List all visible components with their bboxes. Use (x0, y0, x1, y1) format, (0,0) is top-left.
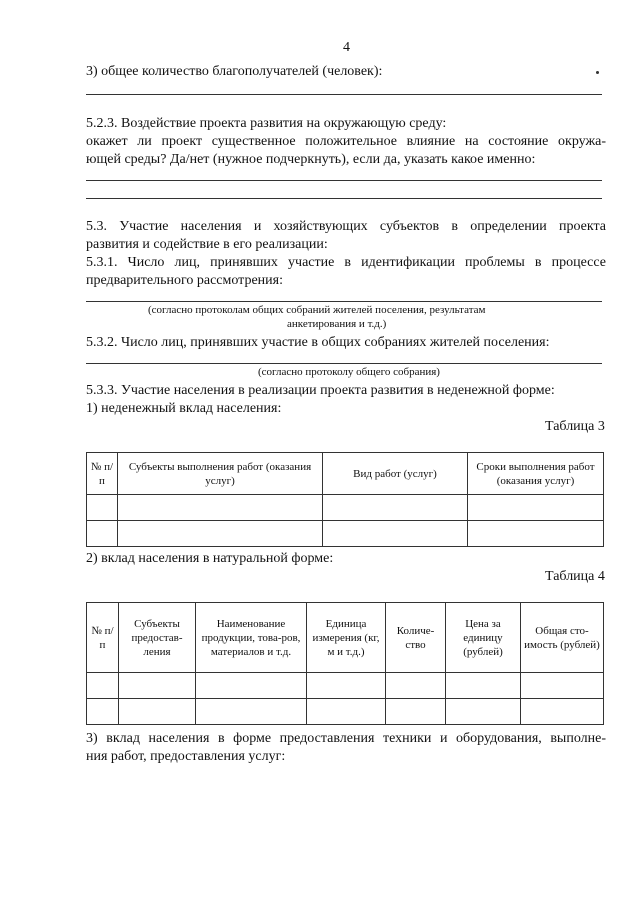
table-cell[interactable] (521, 699, 604, 725)
note531-line2: анкетирования и т.д.) (287, 318, 387, 330)
env-question-line1: окажет ли проект существенное положительное влияние на состояние окружа- (86, 134, 606, 149)
page-number: 4 (343, 40, 350, 55)
column-header: № п/п (87, 603, 119, 673)
table-row (87, 521, 604, 547)
answer-line (86, 198, 602, 199)
answer-line (86, 363, 602, 364)
table-cell[interactable] (307, 699, 386, 725)
table-cell[interactable] (119, 699, 196, 725)
answer-line (86, 301, 602, 302)
p532: 5.3.2. Число лиц, принявших участие в общих собраниях жителей поселения: (86, 335, 550, 350)
table-cell[interactable] (386, 673, 446, 699)
table-cell[interactable] (468, 521, 604, 547)
table3 (86, 452, 604, 547)
table4-caption: Таблица 4 (545, 569, 605, 584)
p531-line2: предварительного рассмотрения: (86, 273, 283, 288)
table-cell[interactable] (323, 495, 468, 521)
table3-caption: Таблица 3 (545, 419, 605, 434)
table-cell[interactable] (307, 673, 386, 699)
column-header: Единица измерения (кг, м и т.д.) (307, 603, 386, 673)
table-cell[interactable] (118, 495, 323, 521)
participation-heading-line2: развития и содействие в его реализации: (86, 237, 328, 252)
table-cell[interactable] (196, 673, 307, 699)
item3-line2: ния работ, предоставления услуг: (86, 749, 286, 764)
table-header-row (87, 453, 604, 495)
item1-label: 1) неденежный вклад населения: (86, 401, 282, 416)
column-header: Общая сто-имость (рублей) (521, 603, 604, 673)
note532: (согласно протоколу общего собрания) (258, 366, 440, 378)
table-cell[interactable] (521, 673, 604, 699)
column-header: Вид работ (услуг) (323, 453, 468, 495)
table-cell[interactable] (87, 521, 118, 547)
table-cell[interactable] (446, 673, 521, 699)
p531-line1: 5.3.1. Число лиц, принявших участие в идентификации проблемы в процессе (86, 255, 606, 270)
column-header: № п/п (87, 453, 118, 495)
beneficiaries-label: 3) общее количество благополучателей (человек): (86, 64, 383, 79)
table-row (87, 495, 604, 521)
column-header: Субъекты предостав-ления (119, 603, 196, 673)
table-cell[interactable] (118, 521, 323, 547)
table-cell[interactable] (446, 699, 521, 725)
table4 (86, 602, 604, 725)
column-header: Количе-ство (386, 603, 446, 673)
column-header: Наименование продукции, това-ров, материалов и т.д. (196, 603, 307, 673)
table-row (87, 699, 604, 725)
item2-label: 2) вклад населения в натуральной форме: (86, 551, 334, 566)
table-cell[interactable] (87, 495, 118, 521)
env-question-line2: ющей среды? Да/нет (нужное подчеркнуть), если да, указать какое именно: (86, 152, 536, 167)
table-cell[interactable] (468, 495, 604, 521)
table-cell[interactable] (386, 699, 446, 725)
env-heading: 5.2.3. Воздействие проекта развития на окружающую среду: (86, 116, 447, 131)
column-header: Цена за единицу (рублей) (446, 603, 521, 673)
p533: 5.3.3. Участие населения в реализации проекта развития в неденежной форме: (86, 383, 555, 398)
table-cell[interactable] (196, 699, 307, 725)
table-cell[interactable] (87, 673, 119, 699)
answer-line (86, 180, 602, 181)
table-header-row (87, 603, 604, 673)
column-header: Сроки выполнения работ (оказания услуг) (468, 453, 604, 495)
column-header: Субъекты выполнения работ (оказания услуг) (118, 453, 323, 495)
participation-heading-line1: 5.3. Участие населения и хозяйствующих субъектов в определении проекта (86, 219, 606, 234)
item3-line1: 3) вклад населения в форме предоставления техники и оборудования, выполне- (86, 731, 606, 746)
table-row (87, 673, 604, 699)
note531-line1: (согласно протоколам общих собраний жителей поселения, результатам (148, 304, 486, 316)
answer-line (86, 94, 602, 95)
mark-dot (596, 71, 599, 74)
table-cell[interactable] (87, 699, 119, 725)
table-cell[interactable] (119, 673, 196, 699)
table-cell[interactable] (323, 521, 468, 547)
